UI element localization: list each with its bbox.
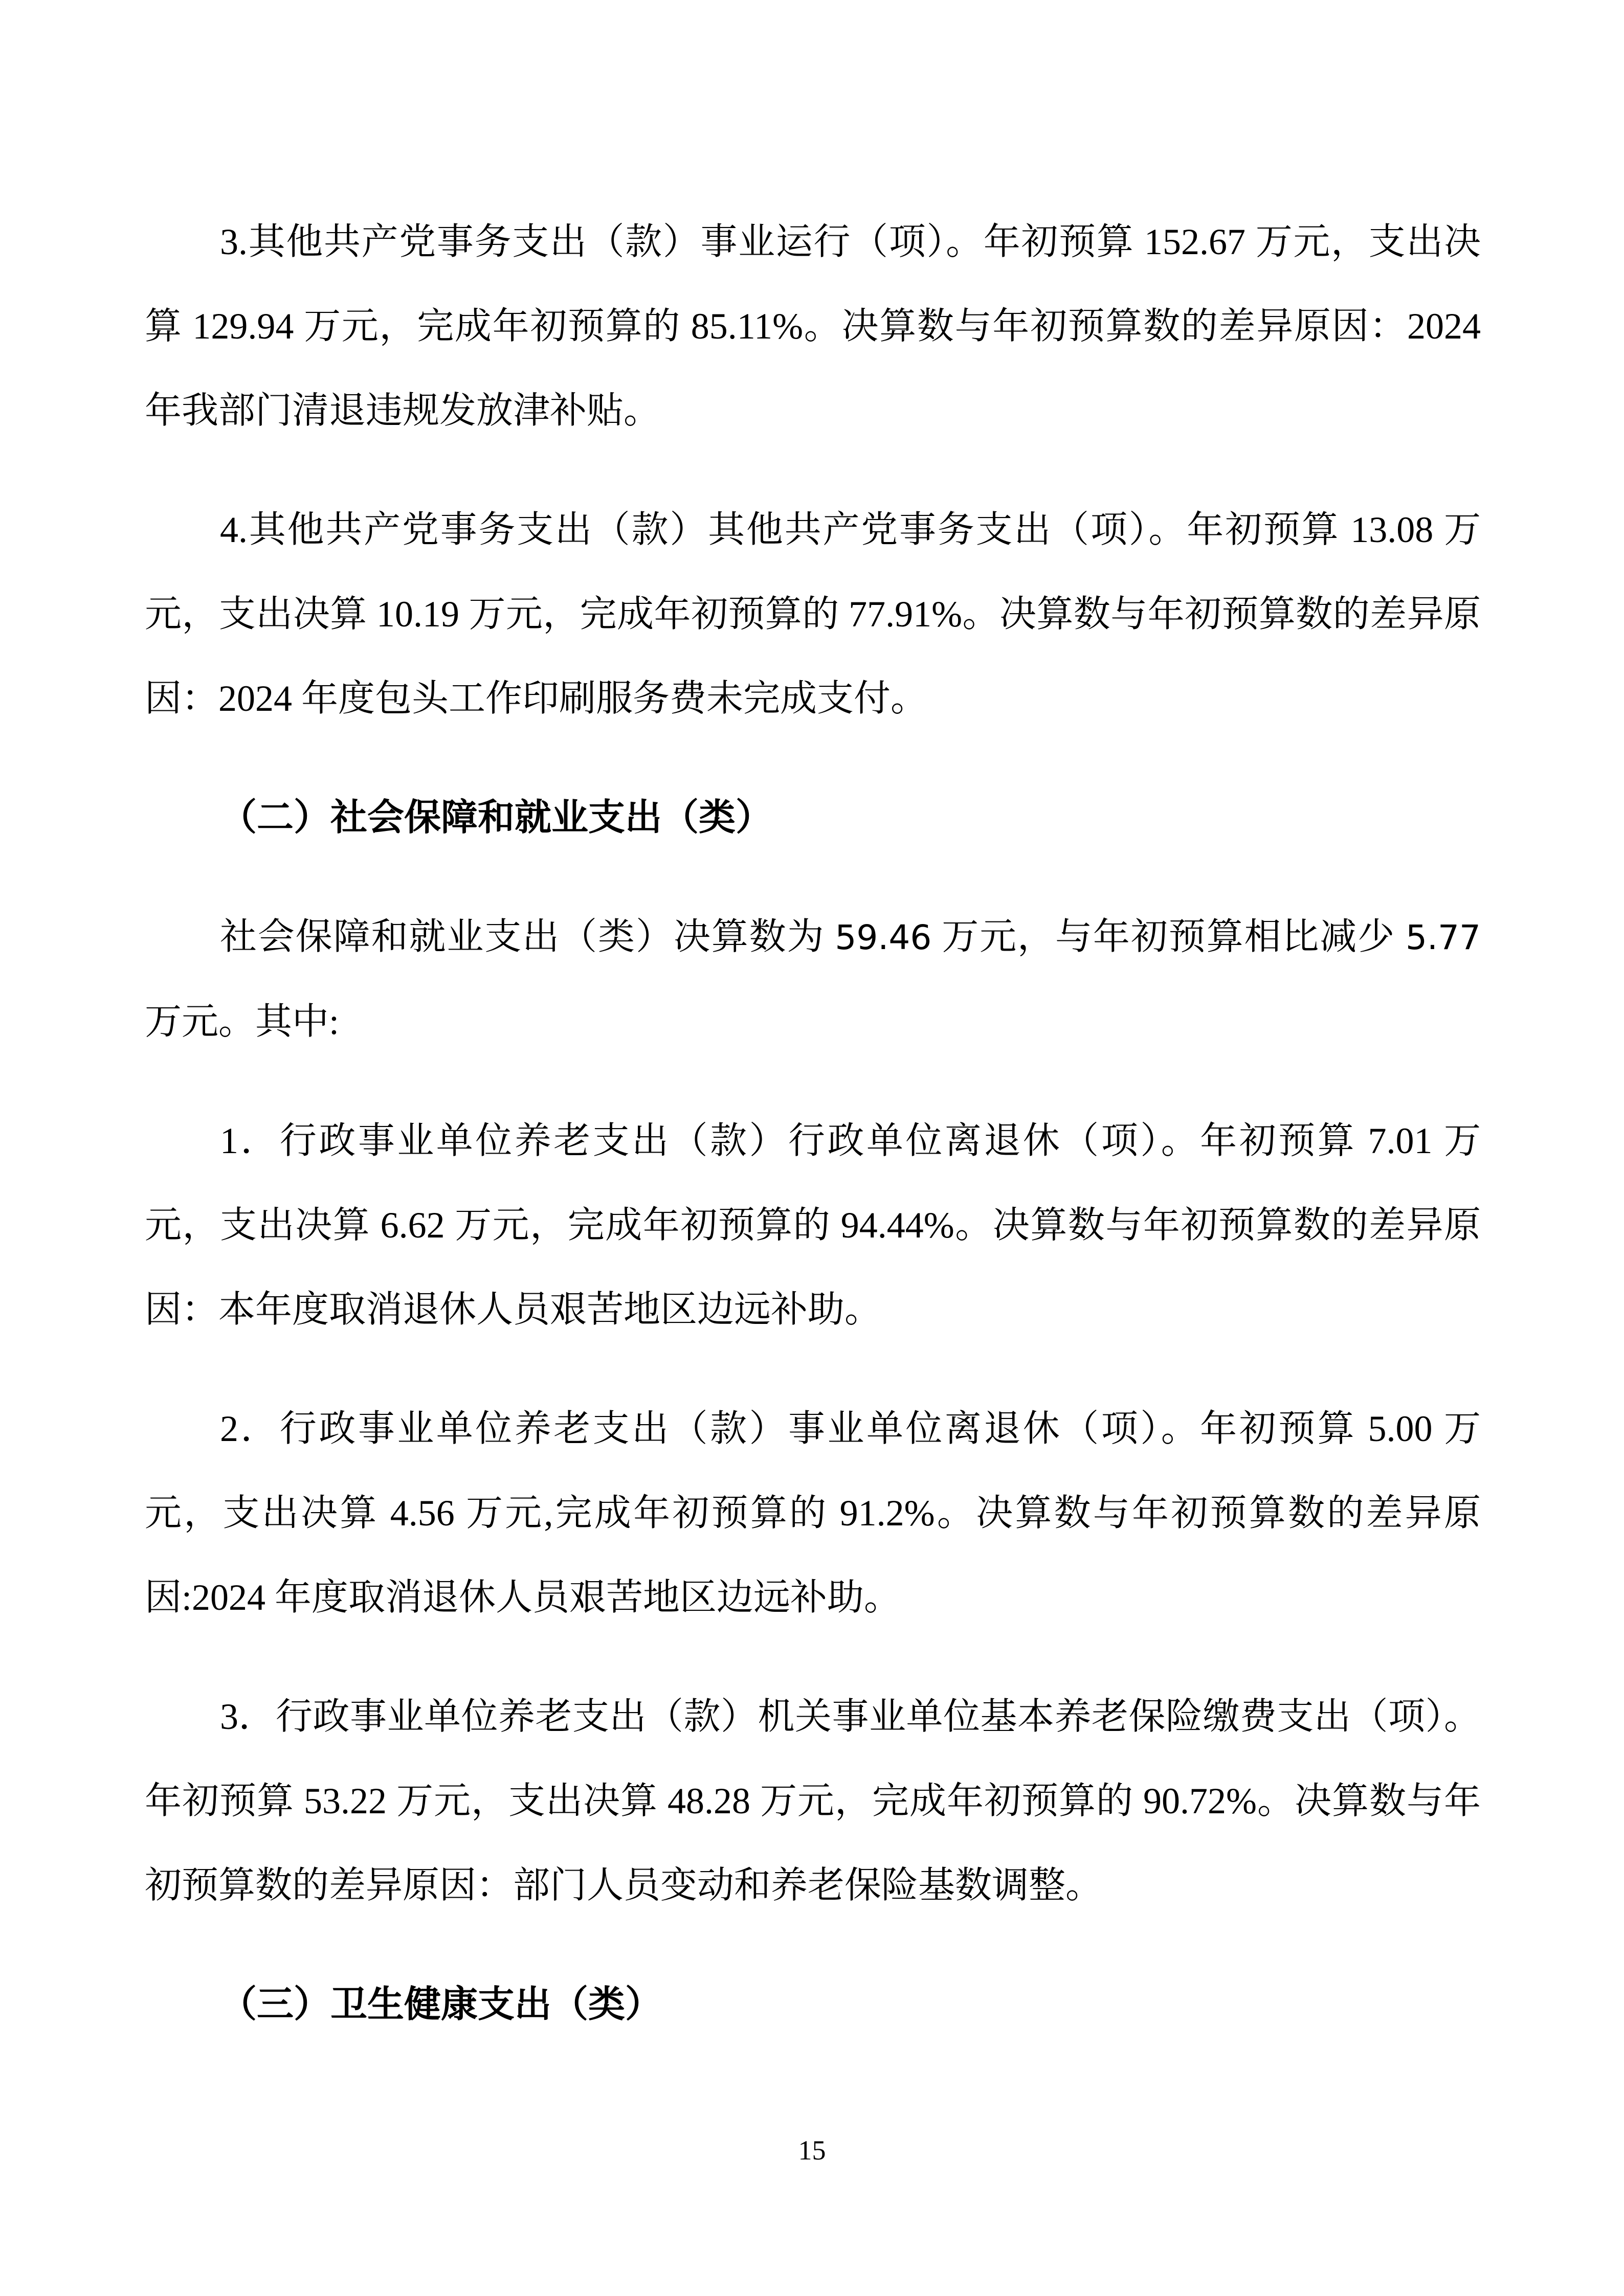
paragraph-pension-basic-insurance: 3．行政事业单位养老支出（款）机关事业单位基本养老保险缴费支出（项）。年初预算 53.22 万元，支出决算 48.28 万元，完成年初预算的 90.72%。决算数与年初预算数的差异原因：部门人员变动和养老保险基数调整。 xyxy=(145,1696,1481,1906)
paragraph-social-security-summary xyxy=(145,895,1481,1064)
figure-decrease-amount: 5.77 xyxy=(1406,918,1481,957)
page-number: 15 xyxy=(798,2135,826,2166)
document-body xyxy=(145,200,1481,2082)
figure-final-accounts-amount: 59.46 xyxy=(835,918,932,957)
paragraph-pension-admin-retirees: 1．行政事业单位养老支出（款）行政单位离退休（项）。年初预算 7.01 万元，支出决算 6.62 万元，完成年初预算的 94.44%。决算数与年初预算数的差异原因：本年度取消退休人员艰苦地区边远补助。 xyxy=(145,1120,1481,1330)
section-heading-social-security: （二）社会保障和就业支出（类） xyxy=(220,797,773,838)
paragraph-other-party-affairs-other: 4.其他共产党事务支出（款）其他共产党事务支出（项）。年初预算 13.08 万元，支出决算 10.19 万元，完成年初预算的 77.91%。决算数与年初预算数的差异原因：2024 年度包头工作印刷服务费未完成支付。 xyxy=(145,509,1481,719)
text-run: 万元。其中: xyxy=(145,1001,340,1042)
paragraph-other-party-affairs-operation: 3.其他共产党事务支出（款）事业运行（项）。年初预算 152.67 万元，支出决算 129.94 万元，完成年初预算的 85.11%。决算数与年初预算数的差异原因：2024 年我部门清退违规发放津补贴。 xyxy=(145,221,1481,431)
paragraph-pension-institution-retirees: 2．行政事业单位养老支出（款）事业单位离退休（项）。年初预算 5.00 万元，支出决算 4.56 万元,完成年初预算的 91.2%。决算数与年初预算数的差异原因:2024 年度取消退休人员艰苦地区边远补助。 xyxy=(145,1408,1481,1618)
text-run: 社会保障和就业支出（类）决算数为 xyxy=(220,916,835,957)
section-heading-health: （三）卫生健康支出（类） xyxy=(220,1984,662,2025)
text-run: 万元，与年初预算相比减少 xyxy=(931,916,1406,957)
